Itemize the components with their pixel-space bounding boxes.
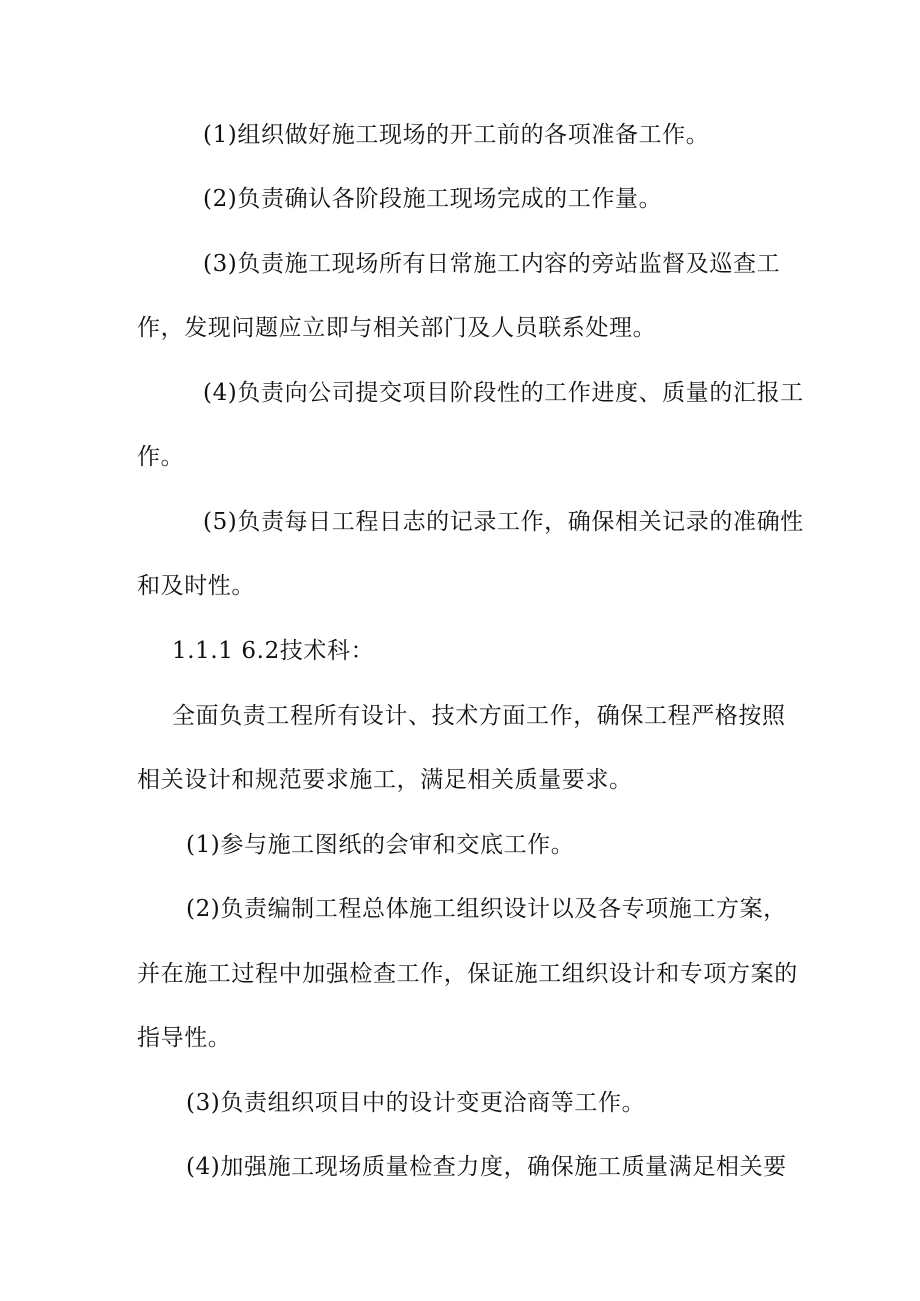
paragraph-line: (1)组织做好施工现场的开工前的各项准备工作。	[203, 122, 710, 148]
paragraph-line: (3)负责施工现场所有日常施工内容的旁站监督及巡查工	[203, 251, 781, 277]
paragraph-line: 作。	[137, 444, 185, 470]
paragraph-line: 相关设计和规范要求施工，满足相关质量要求。	[137, 767, 633, 793]
paragraph-line: 指导性。	[137, 1025, 232, 1051]
paragraph-line: (2)负责确认各阶段施工现场完成的工作量。	[203, 186, 663, 212]
paragraph-line: 并在施工过程中加强检查工作，保证施工组织设计和专项方案的	[137, 961, 798, 987]
paragraph-line: (5)负责每日工程日志的记录工作，确保相关记录的准确性	[203, 509, 804, 535]
paragraph-line: (3)负责组织项目中的设计变更洽商等工作。	[186, 1090, 646, 1116]
paragraph-line: 和及时性。	[137, 573, 255, 599]
paragraph-line: (4)加强施工现场质量检查力度，确保施工质量满足相关要	[186, 1154, 787, 1180]
paragraph-line: (4)负责向公司提交项目阶段性的工作进度、质量的汇报工	[203, 380, 804, 406]
paragraph-line: 全面负责工程所有设计、技术方面工作，确保工程严格按照	[172, 703, 786, 729]
paragraph-line: (1)参与施工图纸的会审和交底工作。	[186, 832, 575, 858]
paragraph-line: 作，发现问题应立即与相关部门及人员联系处理。	[137, 315, 657, 341]
paragraph-line: (2)负责编制工程总体施工组织设计以及各专项施工方案，	[186, 896, 787, 922]
section-heading: 1.1.1 6.2技术科：	[172, 638, 375, 664]
